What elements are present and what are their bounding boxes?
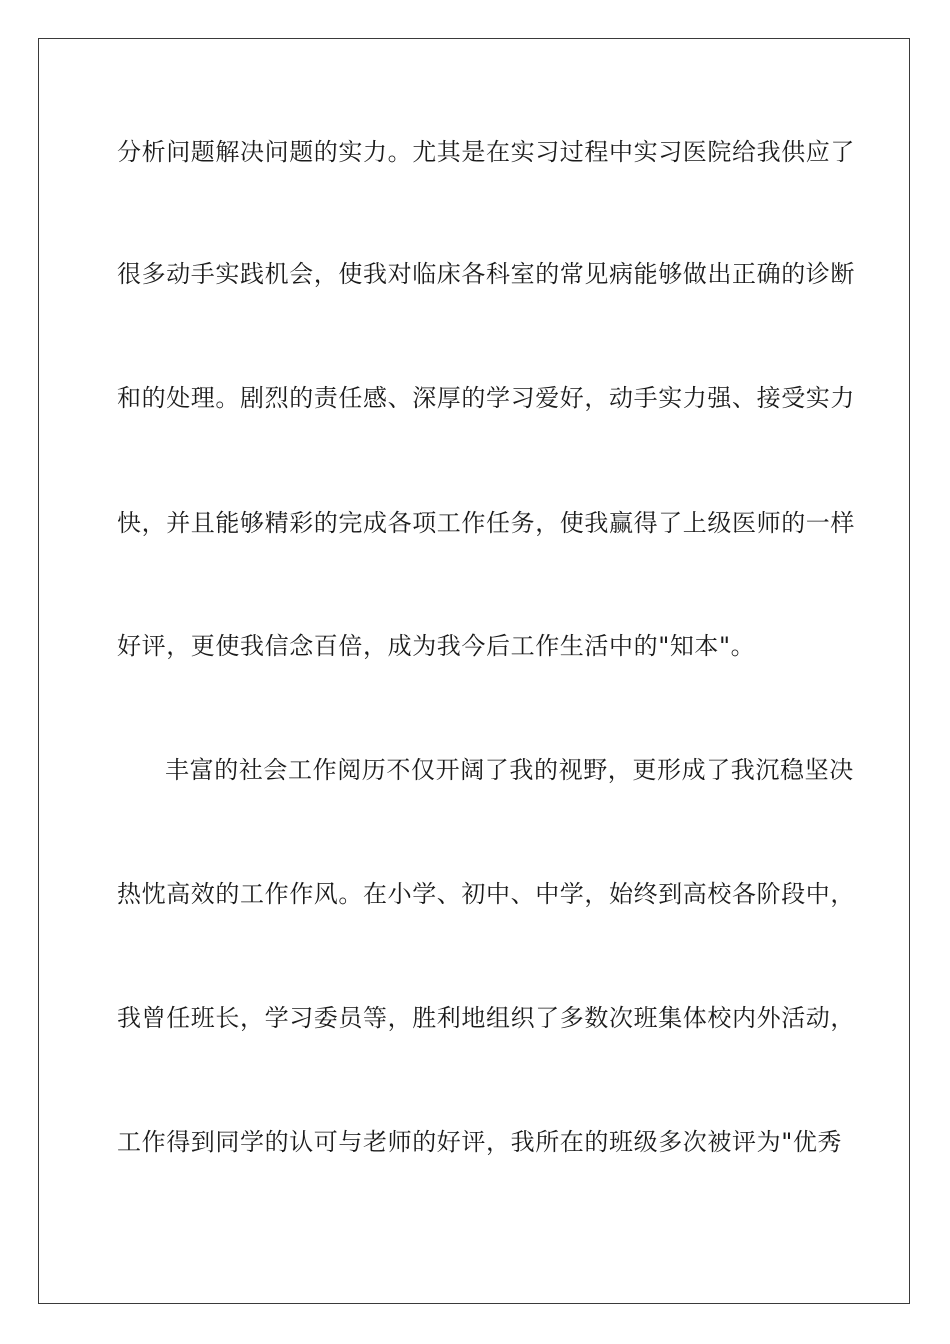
text-line-4: 快，并且能够精彩的完成各项工作任务，使我赢得了上级医师的一样 <box>117 509 855 537</box>
text-line-5: 好评，更使我信念百倍，成为我今后工作生活中的"知本"。 <box>117 632 756 660</box>
text-line-9: 工作得到同学的认可与老师的好评，我所在的班级多次被评为"优秀 <box>117 1128 843 1156</box>
text-line-3: 和的处理。剧烈的责任感、深厚的学习爱好，动手实力强、接受实力 <box>117 384 855 412</box>
page-border <box>38 38 910 1304</box>
text-line-2: 很多动手实践机会，使我对临床各科室的常见病能够做出正确的诊断 <box>117 260 855 288</box>
text-line-6: 丰富的社会工作阅历不仅开阔了我的视野，更形成了我沉稳坚决 <box>165 756 854 784</box>
text-line-8: 我曾任班长，学习委员等，胜利地组织了多数次班集体校内外活动， <box>117 1004 855 1032</box>
text-line-7: 热忱高效的工作作风。在小学、初中、中学，始终到高校各阶段中， <box>117 880 855 908</box>
text-line-1: 分析问题解决问题的实力。尤其是在实习过程中实习医院给我供应了 <box>117 138 855 166</box>
